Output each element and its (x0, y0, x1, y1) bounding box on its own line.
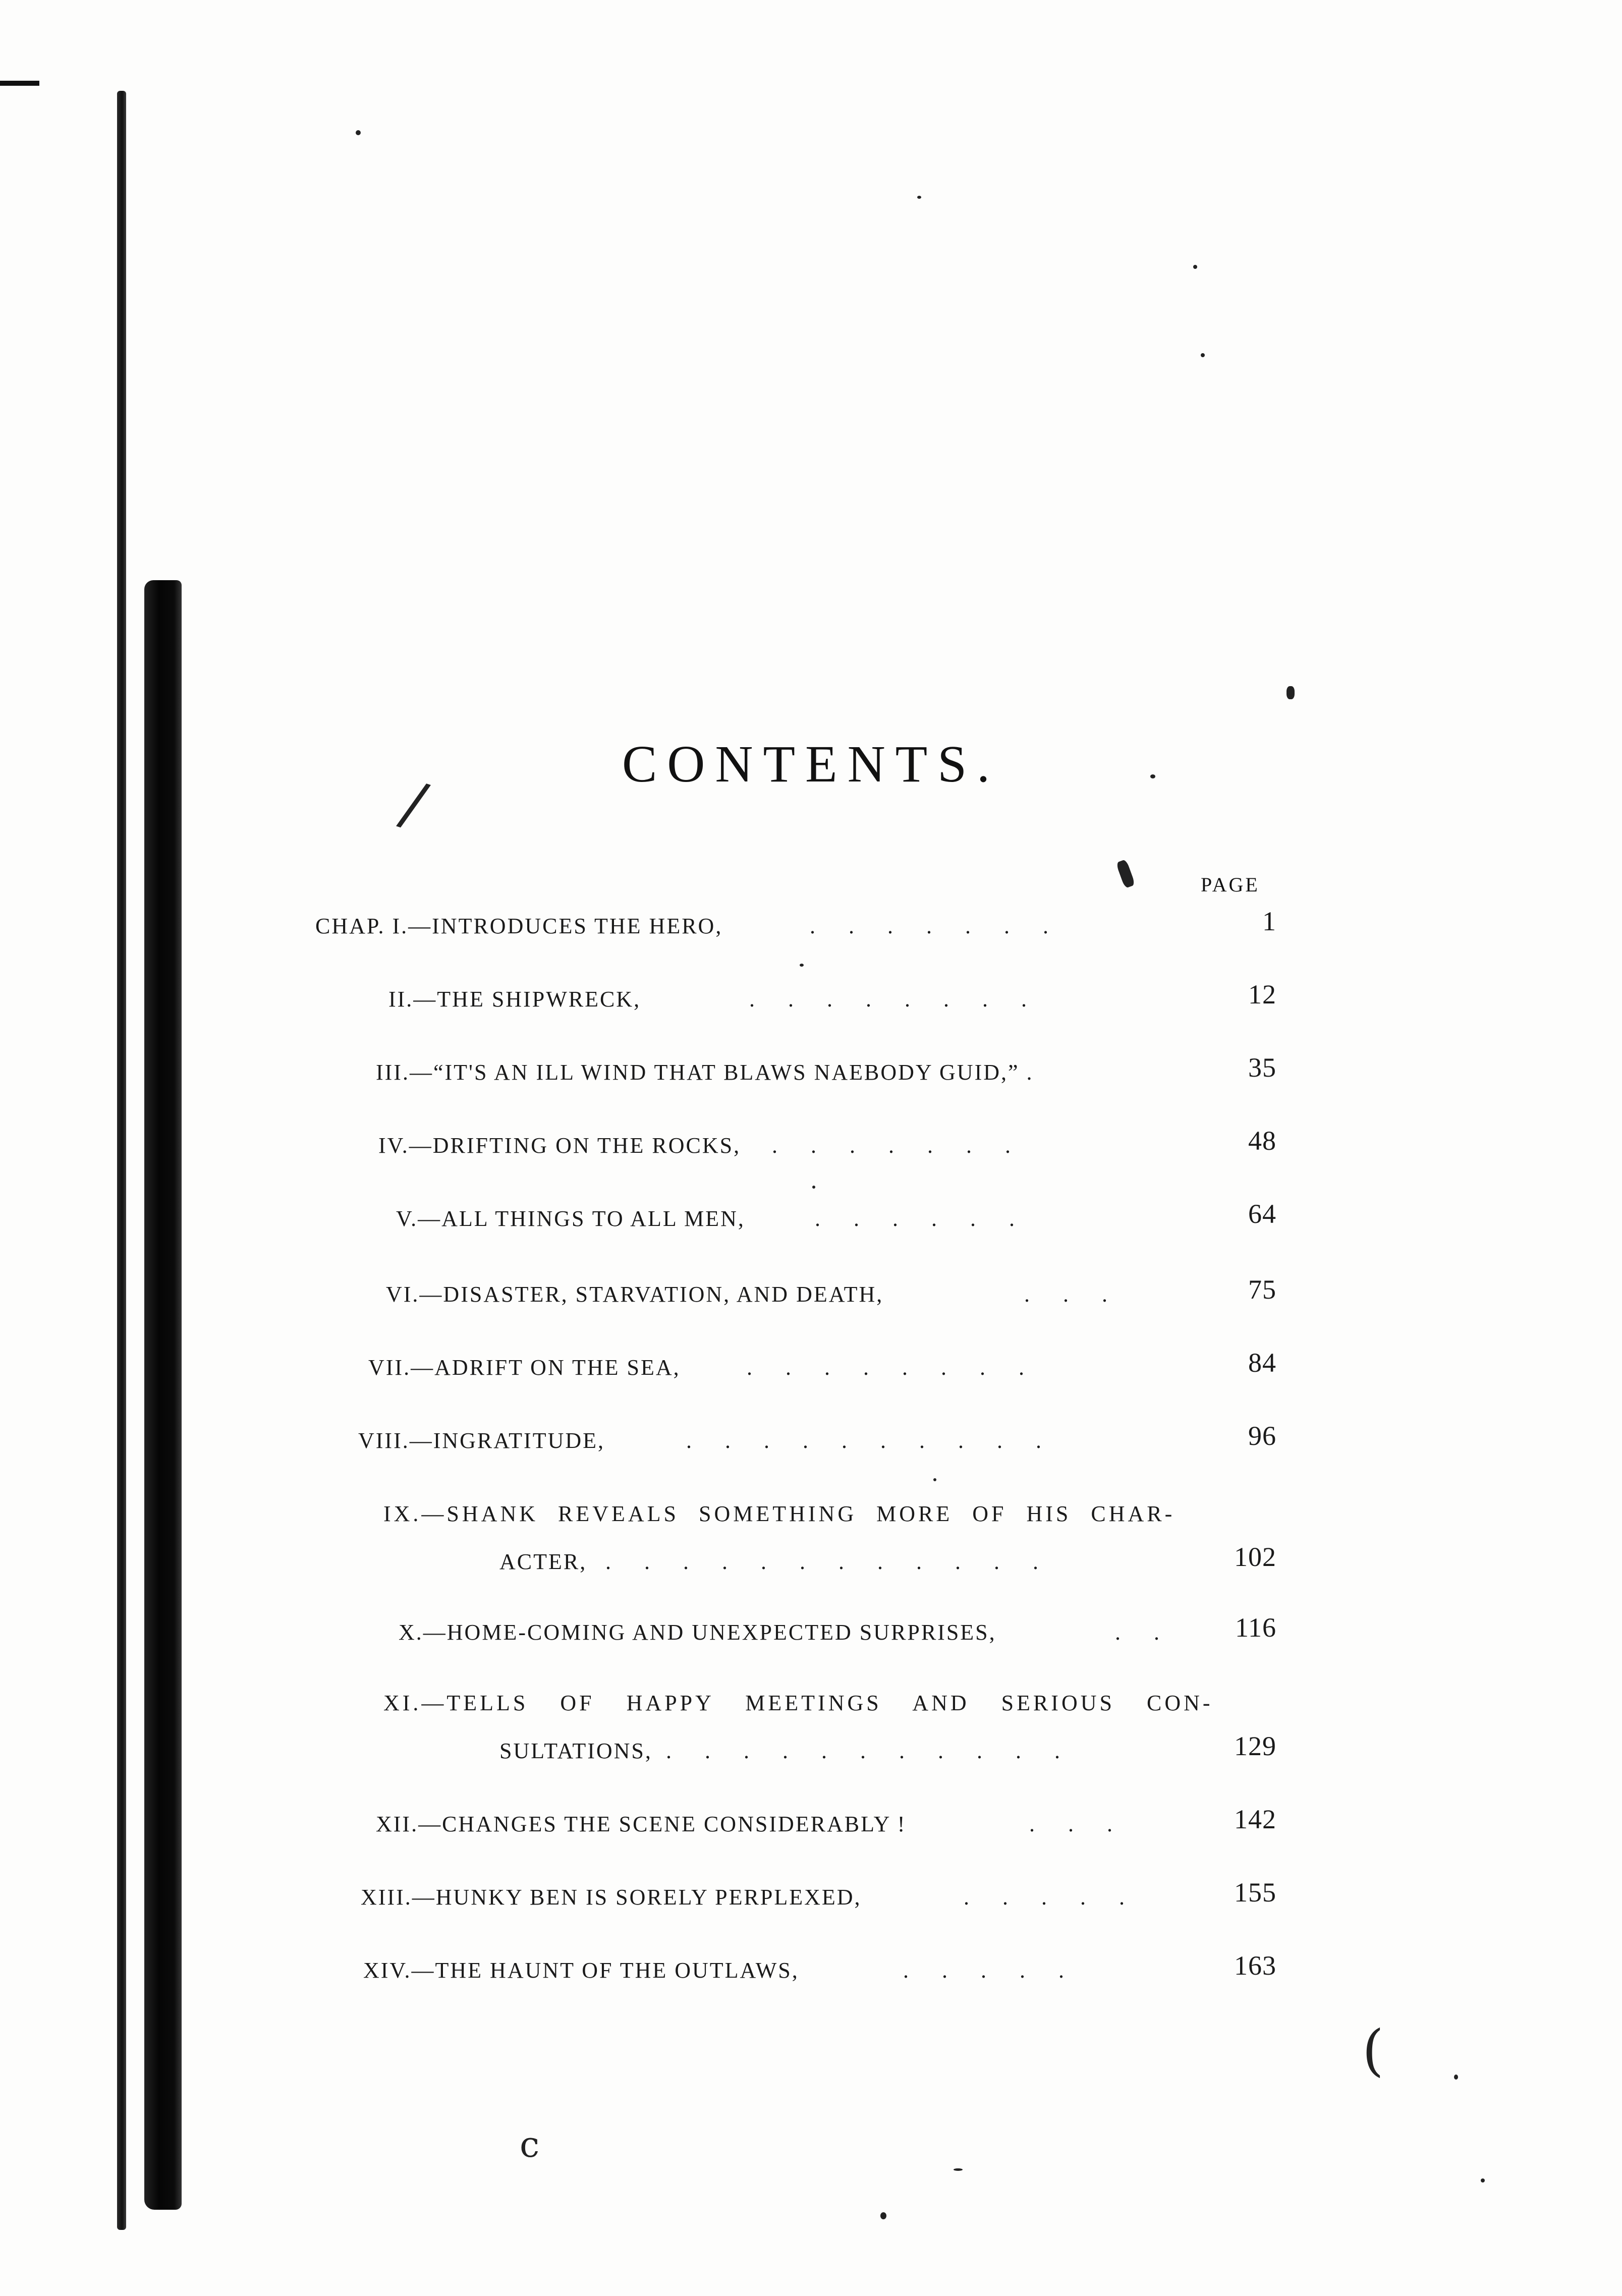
toc-entry-chapter: II.—THE SHIPWRECK, (388, 987, 641, 1012)
toc-entry-continuation: ACTER, (499, 1549, 587, 1574)
toc-entry-chapter: X.—HOME-COMING AND UNEXPECTED SURPRISES, (399, 1620, 996, 1645)
binding-edge-dark (144, 580, 182, 2210)
toc-entry-page: 84 (1248, 1348, 1276, 1378)
scan-speck (1201, 353, 1205, 357)
leader-dots: . . . . . . . . (747, 1355, 1024, 1380)
toc-entry-page: 35 (1248, 1052, 1276, 1083)
ink-mark: c (520, 2124, 540, 2165)
ink-mark: / (393, 768, 434, 841)
ink-mark: ( (1362, 2018, 1384, 2083)
leader-dots: . . . . . (964, 1885, 1125, 1910)
scan-speck (933, 1478, 936, 1481)
leader-dots: . . . . . (903, 1958, 1064, 1983)
scan-speck (800, 964, 804, 967)
scan-speck (1481, 2178, 1485, 2182)
toc-entry-page: 64 (1248, 1199, 1276, 1229)
leader-dots: . . (1115, 1620, 1159, 1645)
scan-speck (812, 1186, 815, 1189)
toc-entry-continuation: SULTATIONS, (499, 1739, 652, 1763)
leader-dots: . . . . . . . . . . . . (605, 1549, 1038, 1574)
toc-entry-page: 163 (1234, 1950, 1276, 1981)
page-title: CONTENTS. (622, 735, 1000, 793)
scan-speck (880, 2212, 886, 2219)
toc-entry-chapter: VIII.—INGRATITUDE, (358, 1428, 605, 1453)
toc-entry-page: 102 (1234, 1542, 1276, 1572)
leader-dots: . . . . . . . (810, 914, 1048, 938)
toc-entry-chapter: IX.—SHANK REVEALS SOMETHING MORE OF HIS CHAR- (383, 1501, 1176, 1526)
toc-entry-page: 96 (1248, 1421, 1276, 1451)
binding-edge-shadow (117, 91, 126, 2230)
toc-entry-chapter: CHAP. I.—INTRODUCES THE HERO, (315, 914, 723, 938)
toc-entry-chapter: VI.—DISASTER, STARVATION, AND DEATH, (386, 1282, 884, 1307)
leader-dots: . . . . . . . (772, 1133, 1011, 1158)
scan-speck (1115, 859, 1135, 888)
toc-entry-page: 75 (1248, 1274, 1276, 1305)
toc-entry-chapter: XI.—TELLS OF HAPPY MEETINGS AND SERIOUS CON- (383, 1691, 1213, 1715)
toc-entry-page: 12 (1248, 979, 1276, 1010)
scan-speck (1454, 2075, 1458, 2080)
leader-dots: . . . . . . . . . . (686, 1428, 1041, 1453)
scan-speck (917, 196, 921, 199)
leader-dots: . . . . . . . . . . . (666, 1739, 1060, 1763)
toc-entry-page: 155 (1234, 1877, 1276, 1908)
toc-entry-chapter: VII.—ADRIFT ON THE SEA, (368, 1355, 681, 1380)
toc-entry-page: 142 (1234, 1804, 1276, 1834)
toc-entry-chapter: V.—ALL THINGS TO ALL MEN, (396, 1206, 745, 1231)
toc-entry-page: 1 (1262, 906, 1276, 936)
scan-corner-mark (0, 81, 39, 86)
leader-dots: . . . . . . (815, 1206, 1015, 1231)
toc-entry-chapter: XIV.—THE HAUNT OF THE OUTLAWS, (363, 1958, 799, 1983)
scan-speck (1287, 686, 1295, 699)
toc-entry-page: 48 (1248, 1126, 1276, 1156)
toc-entry-chapter: IV.—DRIFTING ON THE ROCKS, (378, 1133, 741, 1158)
leader-dots: . . . (1029, 1812, 1112, 1836)
leader-dots: . . . . . . . . (749, 987, 1027, 1012)
scan-speck (954, 2168, 963, 2171)
page-column-header: PAGE (1201, 873, 1260, 896)
toc-entry-page: 129 (1234, 1731, 1276, 1761)
toc-entry-chapter: XIII.—HUNKY BEN IS SORELY PERPLEXED, (361, 1885, 862, 1910)
leader-dots: . . . (1024, 1282, 1107, 1307)
toc-entry-page: 116 (1235, 1612, 1276, 1643)
scan-speck (356, 130, 361, 135)
toc-entry-chapter: III.—“IT'S AN ILL WIND THAT BLAWS NAEBODY GUID,” . (376, 1060, 1034, 1085)
scan-speck (1193, 265, 1197, 269)
toc-entry-chapter: XII.—CHANGES THE SCENE CONSIDERABLY ! (376, 1812, 907, 1836)
